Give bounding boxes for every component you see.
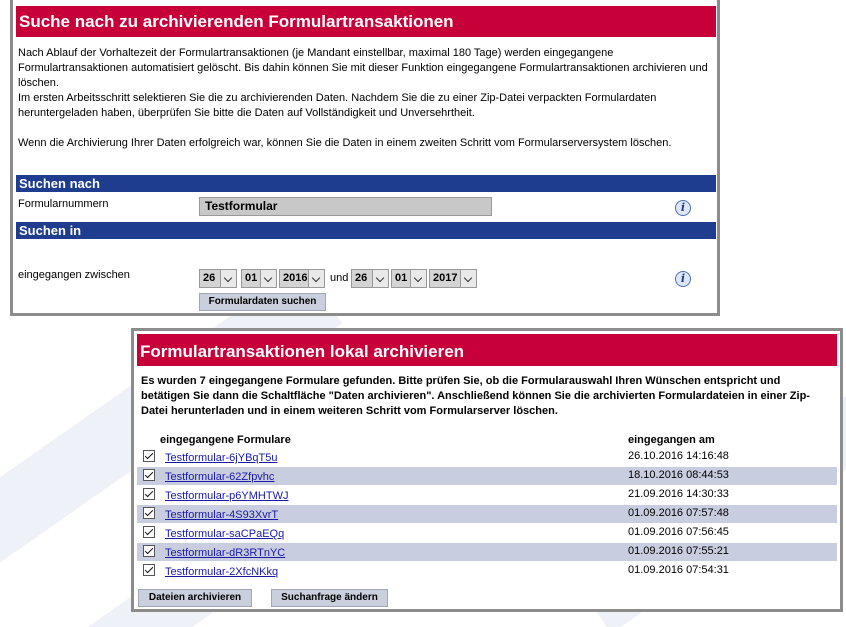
table-row — [137, 448, 837, 466]
row-checkbox[interactable] — [143, 488, 155, 500]
table-row — [137, 467, 837, 485]
form-link[interactable]: Testformular-62Zfpvhc — [165, 471, 275, 483]
form-link[interactable]: Testformular-2XfcNKkq — [165, 566, 279, 578]
form-numbers-label: Formularnummern — [18, 198, 109, 210]
to-day-select[interactable] — [351, 269, 389, 288]
column-header-received: eingegangen am — [628, 434, 715, 446]
archive-panel-title: Formulartransaktionen lokal archivieren — [137, 334, 837, 366]
received-date: 26.10.2016 14:16:48 — [628, 450, 729, 462]
chevron-down-icon — [260, 270, 276, 287]
search-panel-title: Suche nach zu archivierenden Formulartransaktionen — [16, 6, 716, 37]
chevron-down-icon — [372, 270, 388, 287]
received-date: 01.09.2016 07:56:45 — [628, 526, 729, 538]
search-forms-button[interactable]: Formulardaten suchen — [199, 293, 326, 311]
from-day-select[interactable] — [199, 269, 237, 288]
table-row — [137, 486, 837, 504]
archive-files-button[interactable]: Dateien archivieren — [138, 589, 252, 607]
change-search-button[interactable]: Suchanfrage ändern — [271, 589, 388, 607]
row-checkbox[interactable] — [143, 545, 155, 557]
from-year-select[interactable] — [279, 269, 325, 288]
and-label: und — [330, 272, 349, 284]
received-date: 01.09.2016 07:54:31 — [628, 564, 729, 576]
search-panel — [10, 0, 720, 316]
to-year-select[interactable] — [429, 269, 477, 288]
received-date: 21.09.2016 14:30:33 — [628, 488, 729, 500]
row-checkbox[interactable] — [143, 450, 155, 462]
table-row — [137, 543, 837, 561]
chevron-down-icon — [308, 270, 324, 287]
from-month-value: 01 — [245, 272, 258, 284]
intro-paragraph-3: Wenn die Archivierung Ihrer Daten erfolgreich war, können Sie die Daten in einem zweiten Schritt vom Formularserversystem löschen. — [18, 137, 672, 149]
form-link[interactable]: Testformular-saCPaEQq — [165, 528, 285, 540]
result-message: Es wurden 7 eingegangene Formulare gefunden. Bitte prüfen Sie, ob die Formularauswahl Ihren Wünschen entspricht und betätigen Sie dann die Schaltfläche "Daten archivieren". Anschließend können Sie die archivierten Formulardateien in einer Zip-Datei herunterladen und in einem weiteren Schritt vom Formularserver löschen. — [141, 375, 810, 417]
table-row — [137, 524, 837, 542]
from-day-value: 26 — [203, 272, 216, 284]
row-checkbox[interactable] — [143, 564, 155, 576]
info-icon[interactable]: i — [675, 200, 691, 216]
chevron-down-icon — [460, 270, 476, 287]
to-month-value: 01 — [395, 272, 408, 284]
received-date: 18.10.2016 08:44:53 — [628, 469, 729, 481]
form-link[interactable]: Testformular-6jYBqT5u — [165, 452, 278, 464]
chevron-down-icon — [410, 270, 426, 287]
form-numbers-input[interactable]: Testformular — [199, 197, 492, 216]
archive-panel — [131, 328, 843, 612]
row-checkbox[interactable] — [143, 469, 155, 481]
received-date: 01.09.2016 07:55:21 — [628, 545, 729, 557]
row-checkbox[interactable] — [143, 507, 155, 519]
row-checkbox[interactable] — [143, 526, 155, 538]
received-date: 01.09.2016 07:57:48 — [628, 507, 729, 519]
intro-paragraph-1: Nach Ablauf der Vorhaltezeit der Formulartransaktionen (je Mandant einstellbar, maximal 180 Tage) werden eingegangene Formulartransaktionen automatisiert gelöscht. Bis dahin können Sie mit dieser Funktion eingegangene Formulartransaktionen archivieren und löschen. — [18, 47, 708, 89]
received-between-label: eingegangen zwischen — [18, 269, 130, 281]
table-row — [137, 505, 837, 523]
table-row — [137, 562, 837, 580]
to-month-select[interactable] — [391, 269, 427, 288]
from-month-select[interactable] — [241, 269, 277, 288]
form-link[interactable]: Testformular-dR3RTnYC — [165, 547, 286, 559]
to-day-value: 26 — [355, 272, 368, 284]
form-link[interactable]: Testformular-p6YMHTWJ — [165, 490, 289, 502]
column-header-forms: eingegangene Formulare — [160, 434, 291, 446]
to-year-value: 2017 — [433, 272, 458, 284]
from-year-value: 2016 — [283, 272, 308, 284]
chevron-down-icon — [220, 270, 236, 287]
info-icon[interactable]: i — [675, 271, 691, 287]
section-search-in: Suchen in — [16, 222, 716, 239]
section-search-by: Suchen nach — [16, 175, 716, 192]
intro-paragraph-2: Im ersten Arbeitsschritt selektieren Sie die zu archivierenden Daten. Nachdem Sie die zu einer Zip-Datei verpackten Formulardaten heruntergeladen haben, überprüfen Sie bitte die Daten auf Vollständigkeit und Unversehrtheit. — [18, 92, 657, 119]
form-link[interactable]: Testformular-4S93XvrT — [165, 509, 279, 521]
